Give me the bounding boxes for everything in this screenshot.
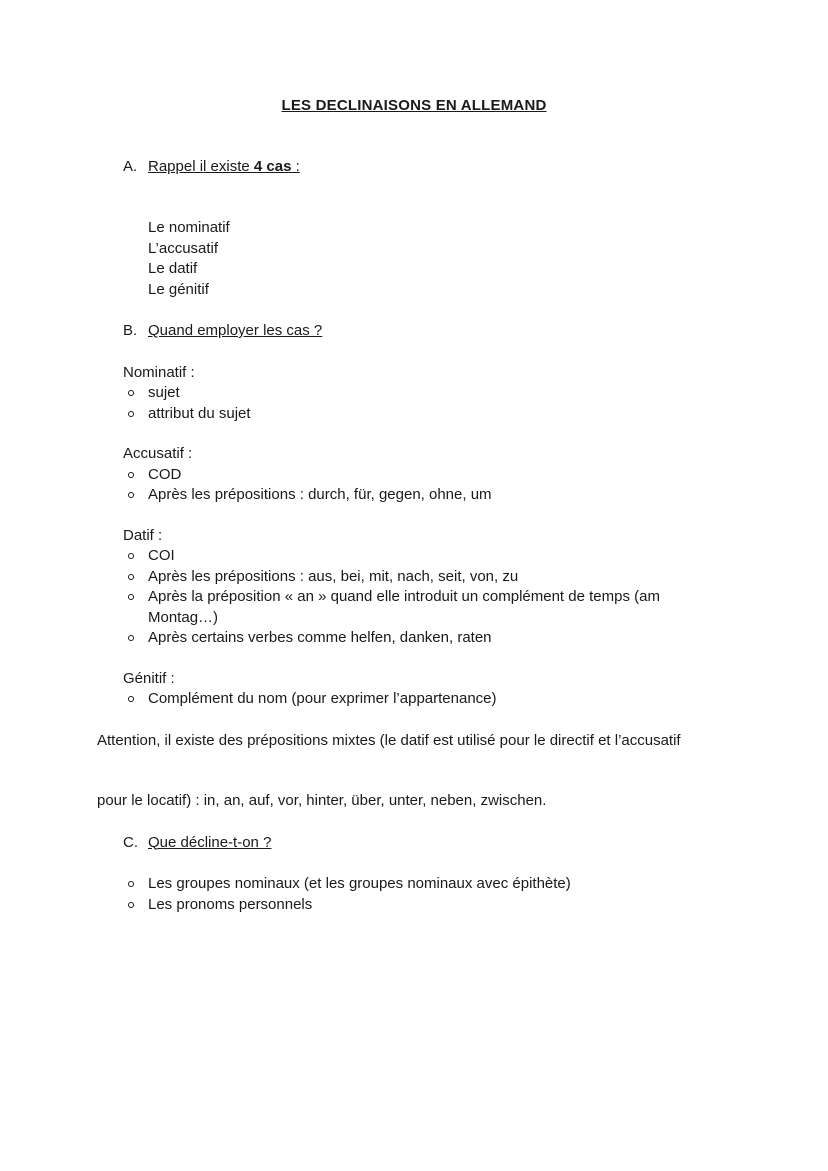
section-a-letter: A. xyxy=(123,157,138,175)
circle-bullet-icon xyxy=(128,574,134,580)
section-a-heading xyxy=(123,157,731,178)
circle-bullet-icon xyxy=(128,492,134,498)
circle-bullet-icon xyxy=(128,696,134,702)
circle-bullet-icon xyxy=(128,635,134,641)
list-item xyxy=(123,546,731,567)
list-item-text: Complément du nom (pour exprimer l’appartenance) xyxy=(148,690,497,707)
group-label: Nominatif : xyxy=(123,363,195,381)
list-item xyxy=(123,485,731,506)
list-item-text: Les pronoms personnels xyxy=(148,895,313,913)
list-item xyxy=(123,628,731,649)
section-c-heading-text: Que décline-t-on ? xyxy=(148,833,272,851)
note-paragraph-line2: pour le locatif) : in, an, auf, vor, hinter, über, unter, neben, zwischen. xyxy=(97,792,547,809)
section-a-heading-bold: 4 cas xyxy=(253,157,292,175)
circle-bullet-icon xyxy=(128,902,134,908)
group-datif xyxy=(123,526,731,649)
group-label: Accusatif : xyxy=(123,445,193,462)
list-item: L’accusatif xyxy=(148,239,219,257)
list-item-text: Les groupes nominaux (et les groupes nominaux avec épithète) xyxy=(148,875,571,892)
circle-bullet-icon xyxy=(128,472,134,478)
circle-bullet-icon xyxy=(128,594,134,600)
list-item-text: Après certains verbes comme helfen, danken, raten xyxy=(148,629,492,646)
note-paragraph-line1: Attention, il existe des prépositions mixtes (le datif est utilisé pour le directif et l’accusatif xyxy=(97,731,681,749)
list-item: Le nominatif xyxy=(148,219,230,236)
bullet-list xyxy=(123,383,731,424)
section-a-heading-prefix: Rappel il existe xyxy=(148,157,254,175)
circle-bullet-icon xyxy=(128,881,134,887)
declension-targets-list xyxy=(123,874,731,915)
section-b-heading xyxy=(123,321,731,342)
list-item-text: Après la préposition « an » quand elle introduit un complément de temps (am Montag…) xyxy=(148,588,660,626)
list-item-text: attribut du sujet xyxy=(148,404,251,422)
list-item xyxy=(123,895,731,916)
bullet-list xyxy=(123,546,731,649)
list-item: Le datif xyxy=(148,260,198,277)
list-item: Le génitif xyxy=(148,280,209,298)
list-item-text: COI xyxy=(148,547,175,564)
section-b-heading-text: Quand employer les cas ? xyxy=(148,322,323,339)
section-c-letter: C. xyxy=(123,833,138,851)
list-item xyxy=(123,689,731,710)
group-genitif xyxy=(123,669,731,710)
list-item-text: Après les prépositions : aus, bei, mit, nach, seit, von, zu xyxy=(148,567,519,585)
group-accusatif xyxy=(123,444,731,506)
circle-bullet-icon xyxy=(128,390,134,396)
list-item xyxy=(123,404,731,425)
list-item-text: Après les prépositions : durch, für, gegen, ohne, um xyxy=(148,486,492,503)
section-c-heading xyxy=(123,833,731,854)
bullet-list xyxy=(123,465,731,506)
circle-bullet-icon xyxy=(128,553,134,559)
list-item xyxy=(123,874,731,895)
list-item xyxy=(123,567,731,588)
list-item xyxy=(123,587,731,628)
list-item-text: sujet xyxy=(148,384,180,401)
section-b-letter: B. xyxy=(123,322,138,339)
section-a-heading-suffix: : xyxy=(291,157,300,175)
list-item-text: COD xyxy=(148,465,182,483)
group-label: Datif : xyxy=(123,526,163,544)
group-nominatif xyxy=(123,363,731,425)
group-label: Génitif : xyxy=(123,669,175,687)
list-item xyxy=(123,465,731,486)
section-a-heading-text xyxy=(148,157,300,178)
circle-bullet-icon xyxy=(128,411,134,417)
bullet-list xyxy=(123,689,731,710)
document-title: LES DECLINAISONS EN ALLEMAND xyxy=(281,97,547,114)
list-item xyxy=(123,383,731,404)
cases-list xyxy=(148,218,731,300)
